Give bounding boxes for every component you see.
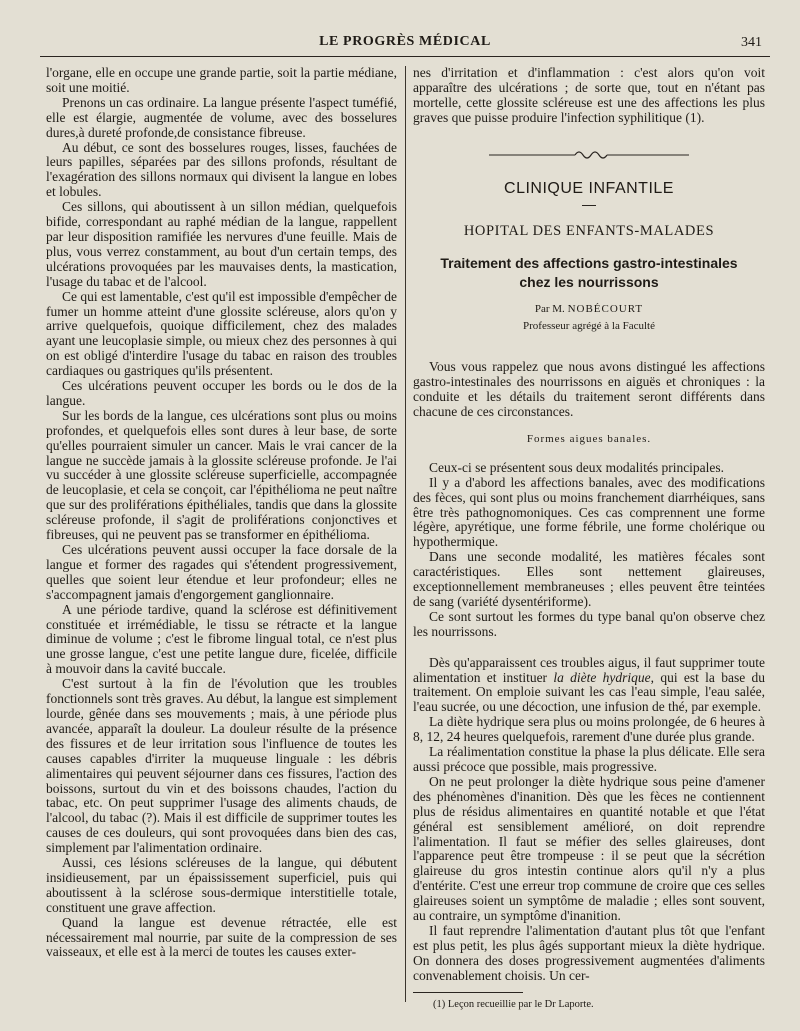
text-run: Dès qu'apparaissent ces troubles aigus, il faut supprimer toute alimentation et instituer xyxy=(413,654,765,685)
right-column xyxy=(413,66,765,1011)
section-title: CLINIQUE INFANTILE xyxy=(504,179,674,197)
author-affiliation: Professeur agrégé à la Faculté xyxy=(523,320,655,333)
paragraph: C'est surtout à la fin de l'évolution que les troubles fonctionnels sont très graves. Au début, la langue est simplement lourde, gênée dans ses mouvements ; mais, à une période plus avancée, apparaît la douleur. La douleur résulte de la présence des fissures et de leur irritation sous l'influence de toutes les causes capables d'irriter la muqueuse linguale : les débris alimentaires qui peuvent séjourner dans ces fissures, l'action des boissons, surtout du vin et des boissons chaudes, l'action du tabac, etc. On peut supprimer l'usage des aliments chauds, de l'alcool, du tabac (?). Mais il est difficile de supprimer toutes les causes de ces douleurs, qui sont provoquées dans bien des cas, simplement par l'alimentation ordinaire. xyxy=(46,676,397,856)
author-name: NOBÉCOURT xyxy=(567,303,644,316)
article-title-line: chez les nourrissons xyxy=(519,274,659,291)
footnote: (1) Leçon recueillie par le Dr Laporte. xyxy=(433,998,594,1010)
column-divider xyxy=(405,66,406,1002)
paragraph: Prenons un cas ordinaire. La langue présente l'aspect tuméfié, elle est élargie, augmentée de volume, avec des bosselures dures,à dureté profonde,de consistance fibreuse. xyxy=(46,94,397,140)
paragraph: Il y a d'abord les affections banales, avec des modifications des fèces, qui sont plus ou moins franchement diarrhéiques, sans être très pathognomoniques. Ces cas comprennent une forme légère, apyrétique, une forme fébrile, une forme cholérique ou hypothermique. xyxy=(413,474,765,550)
subheading: Formes aigues banales. xyxy=(526,432,652,445)
paragraph: Vous vous rappelez que nous avons distingué les affections gastro-intestinales des nourrissons en aiguës et chroniques : la conduite et les détails du traitement seront différents dans chacune de ces circonstances. xyxy=(413,359,765,419)
paragraph: l'organe, elle en occupe une grande partie, soit la partie médiane, soit une moitié. xyxy=(46,65,397,95)
byline-prefix: Par M. xyxy=(534,303,565,316)
article-title xyxy=(413,254,765,292)
article-title-line: Traitement des affections gastro-intestinales xyxy=(440,255,738,272)
paragraph: Il faut reprendre l'alimentation d'autant plus tôt que l'enfant est plus petit, les plus âgés supportant mieux la diète hydrique. On donnera des doses progressivement augmentées d'aliments convenablement choisis. Un cer- xyxy=(413,922,765,983)
paragraph: Ces ulcérations peuvent occuper les bords ou le dos de la langue. xyxy=(46,378,397,408)
italic-term: la diète hydrique xyxy=(553,669,651,685)
spacer xyxy=(413,640,765,656)
paragraph: Ces sillons, qui aboutissent à un sillon médian, quelquefois bifide, correspondant au raphé médian de la langue, rappellent par leur disposition ramifiée les nervures d'une feuille. Mais de plus, vous verrez constamment, au bout d'un certain temps, des ulcérations provoquées par les mauvaises dents, la mastication, l'usage du tabac et de l'alcool. xyxy=(46,199,397,289)
paragraph: A une période tardive, quand la sclérose est définitivement constituée et irrémédiable, le tissu se rétracte et la langue diminue de volume ; c'est le fibrome lingual total, ce n'est plus une grosse langue, c'est une petite langue dure, ficelée, difficile à mouvoir dans la cavité buccale. xyxy=(46,601,397,677)
paragraph: Ceux-ci se présentent sous deux modalités principales. xyxy=(429,459,725,475)
left-column xyxy=(46,66,397,960)
ornament-divider xyxy=(489,148,689,162)
paragraph: Aussi, ces lésions scléreuses de la langue, qui débutent insidieusement, par un épaississement superficiel, puis qui aboutissent à la sclérose sous-dermique interstitielle totale, constituent une grave affection. xyxy=(46,855,397,915)
paragraph: nes d'irritation et d'inflammation : c'est alors qu'on voit apparaître des ulcérations ; de sorte que, tout en n'étant pas mortelle, cette glossite scléreuse est une des affections les plus graves que puisse produire l'infection syphilitique (1). xyxy=(413,65,765,125)
paragraph: Ce sont surtout les formes du type banal qu'on observe chez les nourrissons. xyxy=(413,608,765,639)
journal-title: LE PROGRÈS MÉDICAL xyxy=(319,34,491,49)
paragraph: Au début, ce sont des bosselures rouges, lisses, fauchées de leurs papilles, séparées par des sillons profonds, résultant de l'exagération des sillons normaux qui divisent la langue en lobes et lobules. xyxy=(46,139,397,200)
paragraph: Dans une seconde modalité, les matières fécales sont caractéristiques. Elles sont nettement glaireuses, exceptionnellement membraneuses ; elles peuvent être teintées de sang (variété dysentériforme). xyxy=(413,549,765,609)
footnote-rule xyxy=(413,992,523,993)
text-run: , qui est la base du traitement. On emploie suivant les cas l'eau simple, l'eau salée, l'eau sucrée, ou une décoction, une infusion de thé, par exemple. xyxy=(413,669,765,715)
paragraph: Ces ulcérations peuvent aussi occuper la face dorsale de la langue et former des ragades qui s'étendent progressivement, quelles que soient leur étendue et leur profondeur; elles ne s'accompagnent jamais d'engorgement ganglionnaire. xyxy=(46,542,397,602)
paragraph: La diète hydrique sera plus ou moins prolongée, de 6 heures à 8, 12, 24 heures quelquefois, rarement d'une durée plus grande. xyxy=(413,714,765,745)
byline xyxy=(413,302,765,317)
paragraph: Sur les bords de la langue, ces ulcérations sont plus ou moins profondes, et quelquefois elles sont dures à leur base, de sorte qu'elles pourraient simuler un cancer. Mais le vrai cancer de la langue ne succède jamais à la glossite scléreuse profonde. Je l'ai vu succéder à une glossite scléreuse superficielle, accompagnée de leucoplasie, et cela se conçoit, car l'épithélioma ne peut naître que sur des proliférations épithéliales, tandis que dans la glossite scléreuse profonde, il s'agit de proliférations conjonctives et fibreuses, qui ne peuvent pas se transformer en épithélioma. xyxy=(46,407,397,543)
paragraph: On ne peut prolonger la diète hydrique sous peine d'amener des phénomènes d'inanition. Dès que les fèces ne contiennent plus de résidus alimentaires en quantité notable et que l'état général est sensiblement amélioré, on doit reprendre l'alimentation. Il faut se méfier des selles glaireuses, dont l'apparence peut être trompeuse : il se peut que la sécrétion glaireuse du gros intestin continue alors qu'il n'y a plus d'entérite. C'est une erreur trop commune de croire que ces selles glaireuses soient un symptôme de maladie ; elles sont souvent, au contraire, un symptôme d'inanition. xyxy=(413,773,765,924)
hospital-name: HOPITAL DES ENFANTS-MALADES xyxy=(463,222,715,239)
page-header xyxy=(40,28,770,57)
paragraph xyxy=(413,656,765,716)
paragraph: Quand la langue est devenue rétractée, elle est nécessairement mal nourrie, par suite de la compression de ses vaisseaux, et elle est à la merci de toutes les causes exter- xyxy=(46,914,397,960)
paragraph: La réalimentation constitue la phase la plus délicate. Elle sera aussi précoce que possible, mais progressive. xyxy=(413,744,765,774)
paragraph: Ce qui est lamentable, c'est qu'il est impossible d'empêcher de fumer un homme atteint d'une glossite scléreuse, alors qu'on y arrive quelquefois, quoique difficilement, chez des malades ayant une leucoplasie simple, ou mieux chez des personnes à qui on est obligé d'interdire l'usage du tabac en raison des troubles cardiaques ou gastriques qu'ils présentent. xyxy=(46,288,397,379)
page-number: 341 xyxy=(741,35,762,50)
short-rule xyxy=(582,205,596,206)
